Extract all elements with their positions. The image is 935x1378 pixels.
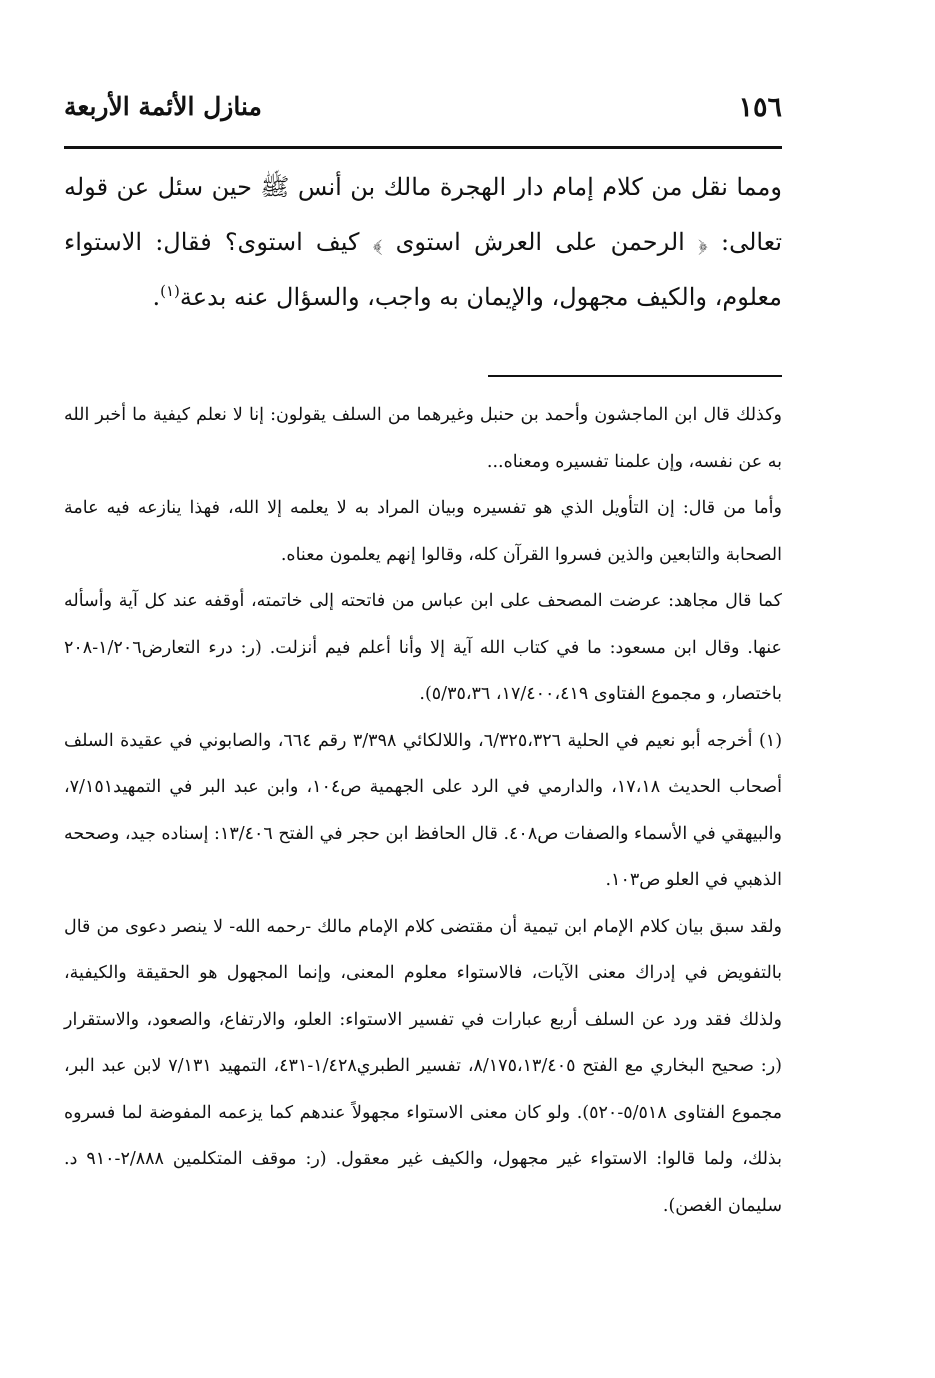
page-header	[64, 92, 782, 134]
footnote-marker: (١)	[160, 282, 180, 300]
footnote-continuation-3: كما قال مجاهد: عرضت المصحف على ابن عباس من فاتحته إلى خاتمته، أوقفه عند كل آية وأسأله عنها. وقال ابن مسعود: ما في كتاب الله آية إلا وأنا أعلم فيم أنزلت. (ر: درء التعارض١/٢٠٦-٢٠٨ باختصار، و مجموع الفتاوى ١٧/٤٠٠،٤١٩، ٥/٣٥،٣٦).	[64, 591, 782, 704]
header-rule	[64, 146, 782, 149]
footnote-continuation-2: وأما من قال: إن التأويل الذي هو تفسيره وبيان المراد به لا يعلمه إلا الله، فهذا ينازعه فيه عامة الصحابة والتابعين والذين فسروا القرآن كله، وقالوا إنهم يعلمون معناه.	[64, 498, 782, 565]
running-title: منازل الأئمة الأربعة	[64, 92, 262, 121]
main-text	[64, 160, 782, 325]
main-paragraph-text: ومما نقل من كلام إمام دار الهجرة مالك بن أنس ﷺ حين سئل عن قوله تعالى: ﴿ الرحمن على العرش استوى ﴾ كيف استوى؟ فقال: الاستواء معلوم، والكيف مجهول، والإيمان به واجب، والسؤال عنه بدعة	[64, 173, 782, 311]
page-number: ١٥٦	[738, 92, 782, 123]
footnote-separator	[488, 375, 782, 377]
footnote-1: (١) أخرجه أبو نعيم في الحلية ٦/٣٢٥،٣٢٦، واللالكائي ٣/٣٩٨ رقم ٦٦٤، والصابوني في عقيدة السلف أصحاب الحديث ١٧،١٨، والدارمي في الرد على الجهمية ص١٠٤، وابن عبد البر في التمهيد٧/١٥١، والبيهقي في الأسماء والصفات ص٤٠٨. قال الحافظ ابن حجر في الفتح ١٣/٤٠٦: إسناده جيد، وصححه الذهبي في العلو ص١٠٣.	[64, 730, 783, 890]
main-paragraph-end: .	[152, 283, 161, 311]
main-paragraph	[64, 160, 782, 325]
footnote-1-commentary: ولقد سبق بيان كلام الإمام ابن تيمية أن مقتضى كلام الإمام مالك -رحمه الله- لا ينصر دعوى من قال بالتفويض في إدراك معنى الآيات، فالاستواء معلوم المعنى، وإنما المجهول هو الحقيقة والكيفية، ولذلك فقد ورد عن السلف أربع عبارات في تفسير الاستواء: العلو، والارتفاع، والصعود، والاستقرار (ر: صحيح البخاري مع الفتح ٨/١٧٥،١٣/٤٠٥، تفسير الطبري١/٤٢٨-٤٣١، التمهيد ٧/١٣١ لابن عبد البر، مجموع الفتاوى ٥/٥١٨-٥٢٠). ولو كان معنى الاستواء مجهولاً عندهم كما يزعمه المفوضة لما فسروه بذلك، ولما قالوا: الاستواء غير مجهول، والكيف غير معقول. (ر: موقف المتكلمين ٢/٨٨٨-٩١٠ د. سليمان الغصن).	[64, 916, 782, 1216]
footnotes	[64, 392, 782, 1229]
footnote-continuation-1: وكذلك قال ابن الماجشون وأحمد بن حنبل وغيرهما من السلف يقولون: إنا لا نعلم كيفية ما أخبر الله به عن نفسه، وإن علمنا تفسيره ومعناه...	[64, 405, 782, 472]
